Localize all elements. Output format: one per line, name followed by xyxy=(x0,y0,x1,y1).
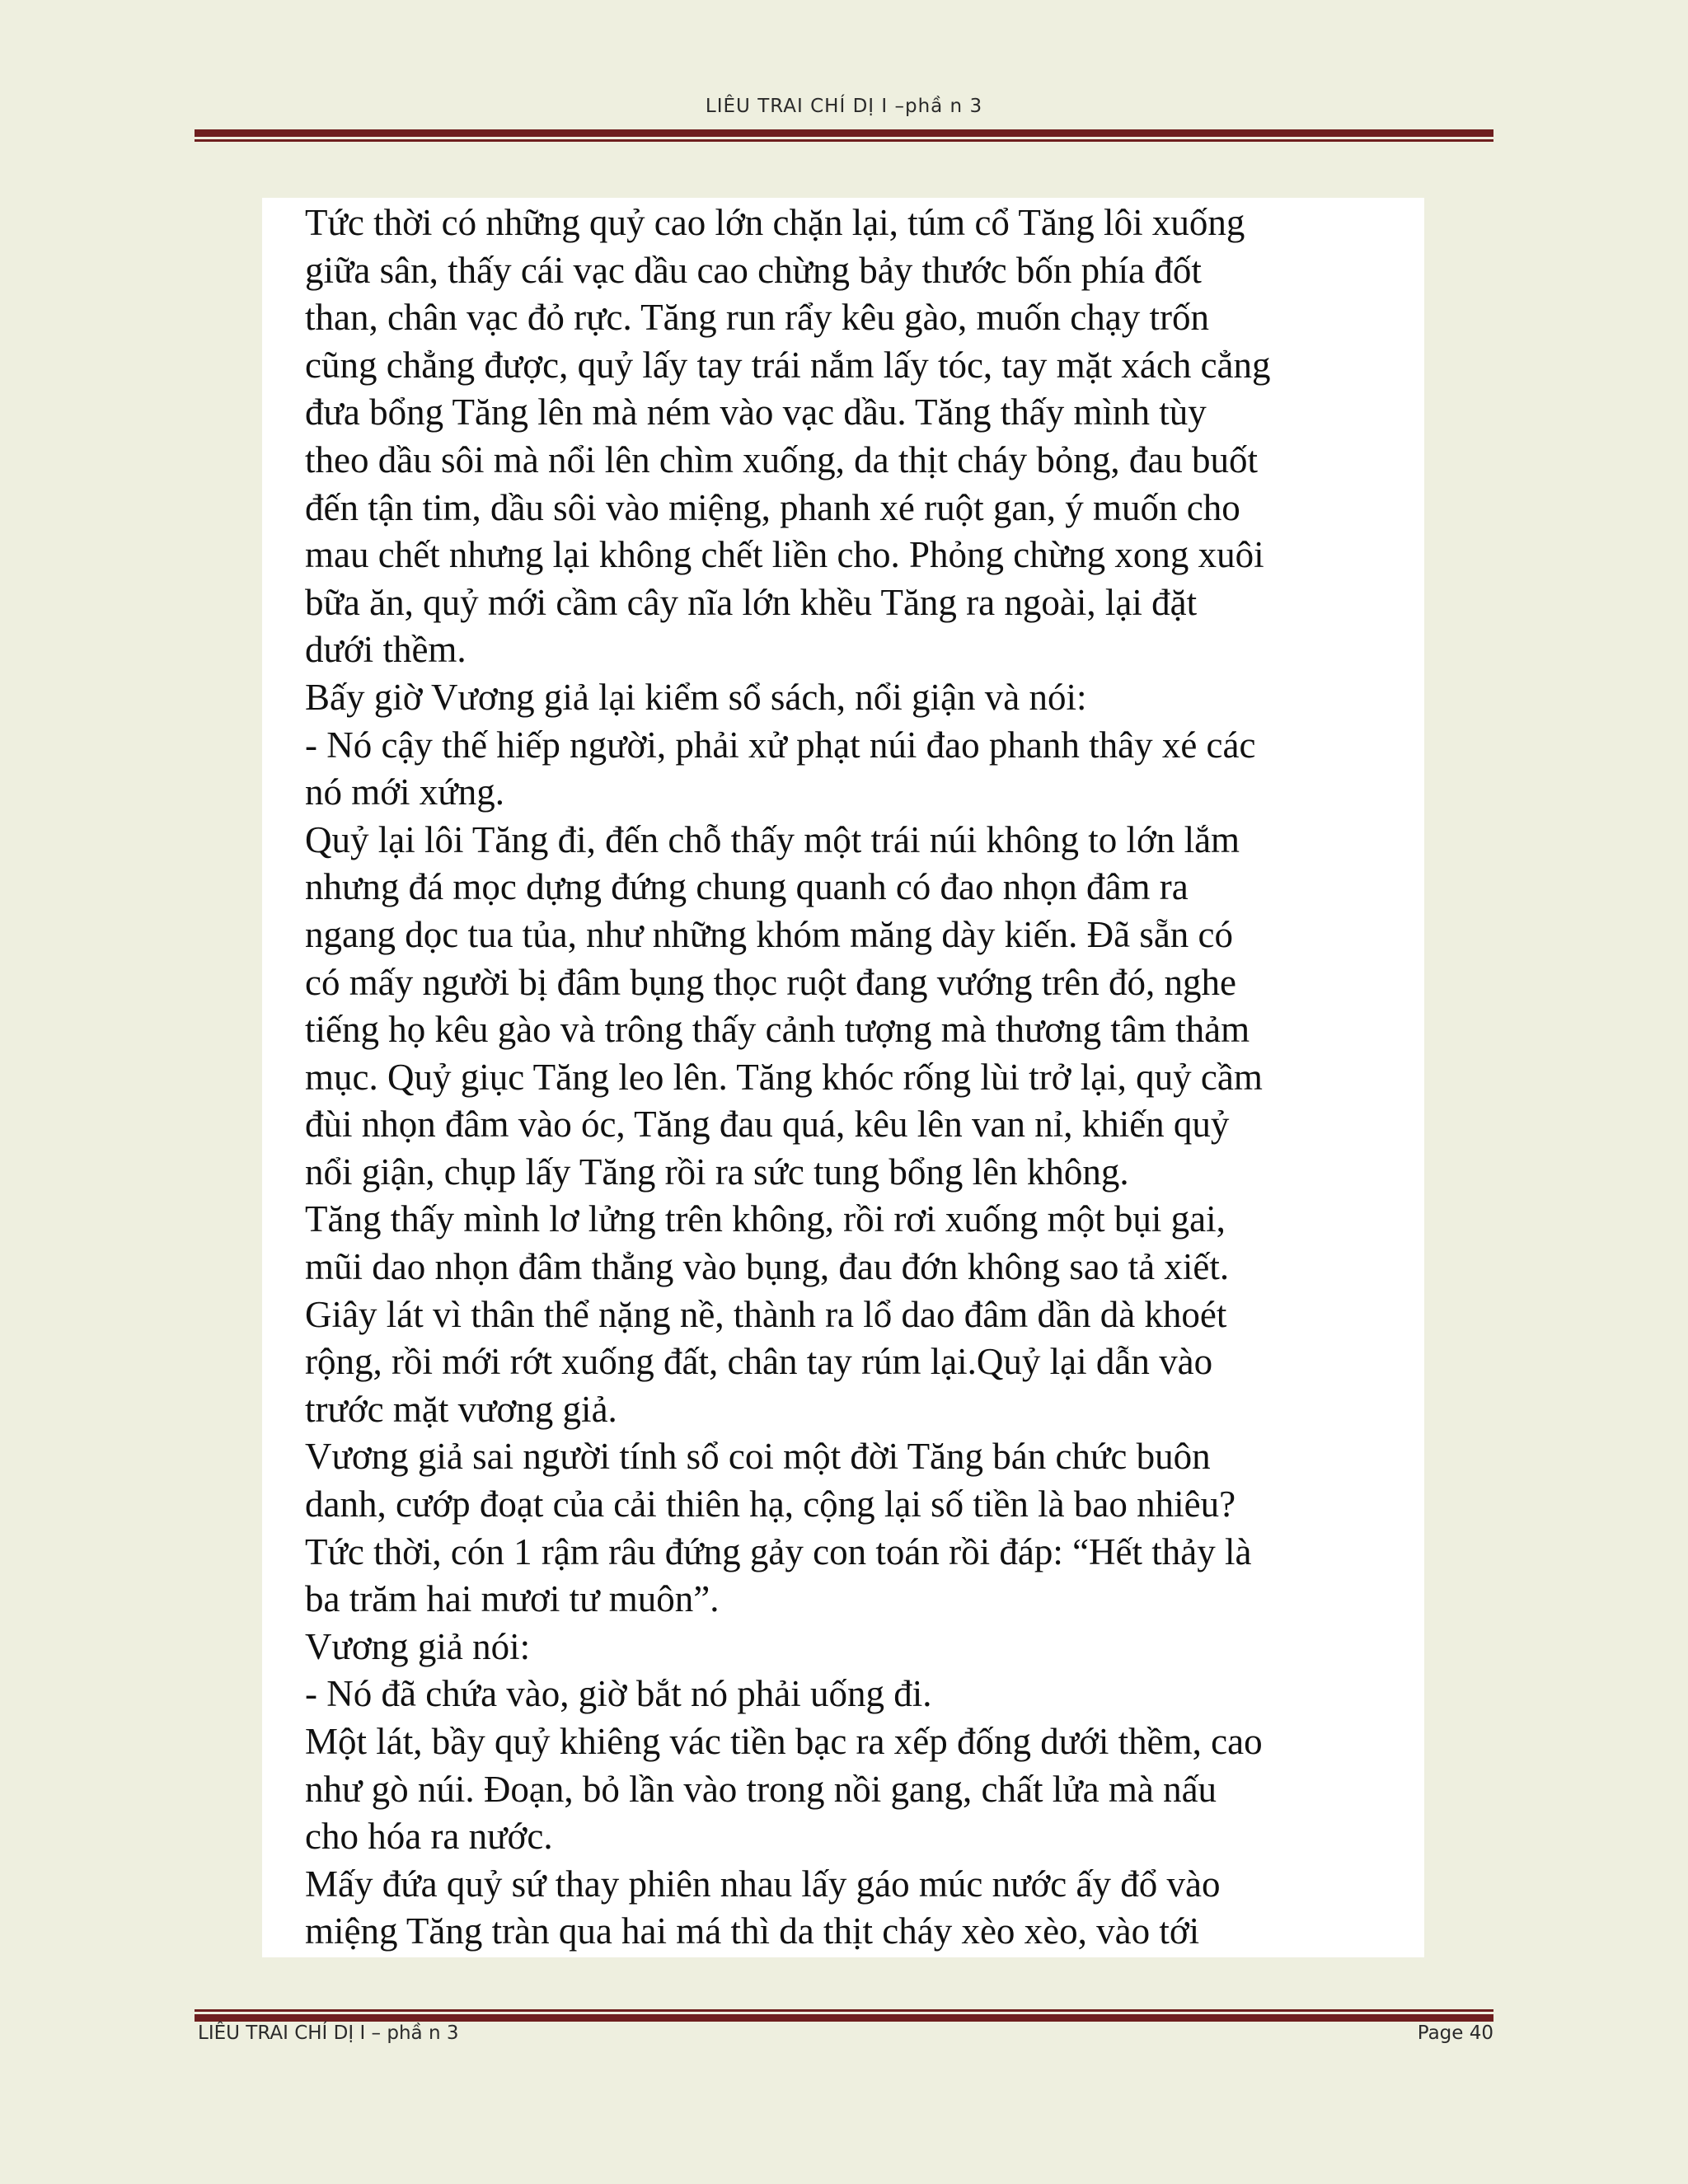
paragraph: Quỷ lại lôi Tăng đi, đến chỗ thấy một trái núi không to lớn lắm nhưng đá mọc dựng đứng chung quanh có đao nhọn đâm ra ngang dọc tua tủa, như những khóm măng dày kiến. Đã sẵn có có mấy người bị đâm bụng thọc ruột đang vướng trên đó, nghe tiếng họ kêu gào và trông thấy cảnh tượng mà thương tâm thảm mục. Quỷ giục Tăng leo lên. Tăng khóc rống lùi trở lại, quỷ cầm đùi nhọn đâm vào óc, Tăng đau quá, kêu lên van nỉ, khiến quỷ nổi giận, chụp lấy Tăng rồi ra sức tung bổng lên không. xyxy=(305,818,1263,1193)
paragraph: Vương giả nói: xyxy=(305,1625,531,1667)
header-divider xyxy=(195,129,1493,142)
paragraph: Tăng thấy mình lơ lửng trên không, rồi rơi xuống một bụi gai, mũi dao nhọn đâm thẳng vào bụng, đau đớn không sao tả xiết. Giây lát vì thân thể nặng nề, thành ra lổ dao đâm dần dà khoét rộng, rồi mới rớt xuống đất, chân tay rúm lại.Quỷ lại dẫn vào trước mặt vương giả. xyxy=(305,1198,1230,1430)
paragraph: Vương giả sai người tính sổ coi một đời Tăng bán chức buôn danh, cướp đoạt của cải thiên hạ, cộng lại số tiền là bao nhiêu? Tức thời, cón 1 rậm râu đứng gảy con toán rồi đáp: “Hết thảy là ba trăm hai mươi tư muôn”. xyxy=(305,1436,1252,1620)
page-body xyxy=(262,198,1424,1957)
page-number: Page 40 xyxy=(1417,2022,1493,2044)
paragraph: Một lát, bầy quỷ khiêng vác tiền bạc ra xếp đống dưới thềm, cao như gò núi. Đoạn, bỏ lần vào trong nồi gang, chất lửa mà nấu cho hóa ra nước. xyxy=(305,1721,1263,1858)
paragraph: - Nó cậy thế hiếp người, phải xử phạt núi đao phanh thây xé các nó mới xứng. xyxy=(305,724,1256,813)
footer-divider xyxy=(195,2009,1493,2022)
paragraph: Bấy giờ Vương giả lại kiểm sổ sách, nổi giận và nói: xyxy=(305,676,1087,718)
paragraph: Tức thời có những quỷ cao lớn chặn lại, túm cổ Tăng lôi xuống giữa sân, thấy cái vạc dầu cao chừng bảy thước bốn phía đốt than, chân vạc đỏ rực. Tăng run rẩy kêu gào, muốn chạy trốn cũng chẳng được, quỷ lấy tay trái nắm lấy tóc, tay mặt xách cẳng đưa bổng Tăng lên mà ném vào vạc dầu. Tăng thấy mình tùy theo dầu sôi mà nổi lên chìm xuống, da thịt cháy bỏng, đau buốt đến tận tim, dầu sôi vào miệng, phanh xé ruột gan, ý muốn cho mau chết nhưng lại không chết liền cho. Phỏng chừng xong xuôi bữa ăn, quỷ mới cầm cây nĩa lớn khều Tăng ra ngoài, lại đặt dưới thềm. xyxy=(305,202,1271,671)
paragraph: - Nó đã chứa vào, giờ bắt nó phải uống đi. xyxy=(305,1673,932,1715)
paragraph: Mấy đứa quỷ sứ thay phiên nhau lấy gáo múc nước ấy đổ vào miệng Tăng tràn qua hai má thì da thịt cháy xèo xèo, vào tới xyxy=(305,1863,1221,1952)
page-header-title: LIÊU TRAI CHÍ DỊ I –phầ n 3 xyxy=(705,96,983,117)
footer-title: LIÊU TRAI CHÍ DỊ I – phầ n 3 xyxy=(198,2022,459,2044)
